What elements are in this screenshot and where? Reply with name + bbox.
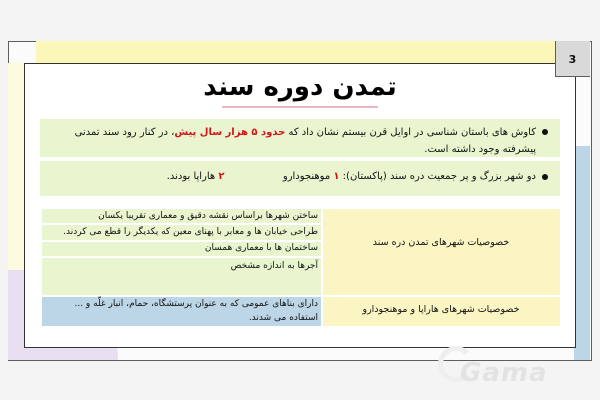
bullet-2-highlight-1: ۱ bbox=[333, 171, 340, 182]
bullet-2-text-before: دو شهر بزرگ و پر جمعیت دره سند (پاکستان): bbox=[339, 171, 536, 182]
top-yellow-band bbox=[36, 41, 590, 63]
table-row2-header: خصوصیات شهرهای هاراپا و موهنجودارو bbox=[362, 304, 520, 315]
table-row2-line2: استفاده می شدند. bbox=[248, 313, 318, 323]
bullet-box-2 bbox=[40, 161, 560, 196]
table-row1-header: خصوصیات شهرهای تمدن دره سند bbox=[372, 237, 510, 248]
bullet-2-middle: موهنجودارو bbox=[282, 171, 334, 182]
table-row2-line1: دارای بناهای عمومی که به عنوان پرستشگاه، حمام، انبار غلّه و ... bbox=[74, 299, 318, 309]
gama-logo: Gama bbox=[460, 358, 548, 388]
bullet-1-text-before: کاوش های باستان شناسی در اوایل قرن بیستم نشان داد که bbox=[285, 127, 536, 138]
bullet-2-text-after: هاراپا بودند. bbox=[166, 171, 219, 182]
bullet-1-text-after: ، در کنار رود سند تمدنی پیشرفته وجود داشته است. bbox=[74, 127, 536, 155]
title-underline bbox=[222, 106, 378, 108]
bullet-1-highlight: حدود ۵ هزار سال پیش bbox=[174, 127, 286, 138]
table-item-1: ساختن شهرها براساس نقشه دقیق و معماری تقریبا یکسان bbox=[98, 211, 318, 221]
table-item-2: طراحی خیابان ها و معابر با پهنای معین که یکدیگر را قطع می کردند. bbox=[63, 227, 318, 237]
bullet-dot-icon bbox=[542, 129, 548, 135]
right-blue-band bbox=[574, 146, 590, 360]
bullet-dot-icon bbox=[542, 174, 548, 180]
bullet-2-highlight-2: ۲ bbox=[218, 171, 225, 182]
table-divider bbox=[42, 256, 322, 258]
table-item-4: آجرها به اندازه مشخص bbox=[230, 261, 318, 271]
table-divider bbox=[42, 240, 322, 242]
table-divider bbox=[42, 223, 322, 225]
table-row1-header-cell bbox=[322, 209, 560, 296]
bullet-box-1 bbox=[40, 119, 560, 157]
slide-number: 3 bbox=[568, 52, 577, 66]
table-item-3: ساختمان ها با معماری همسان bbox=[204, 243, 318, 253]
table-divider bbox=[42, 295, 560, 297]
slide-title: تمدن دوره سند bbox=[203, 72, 397, 102]
